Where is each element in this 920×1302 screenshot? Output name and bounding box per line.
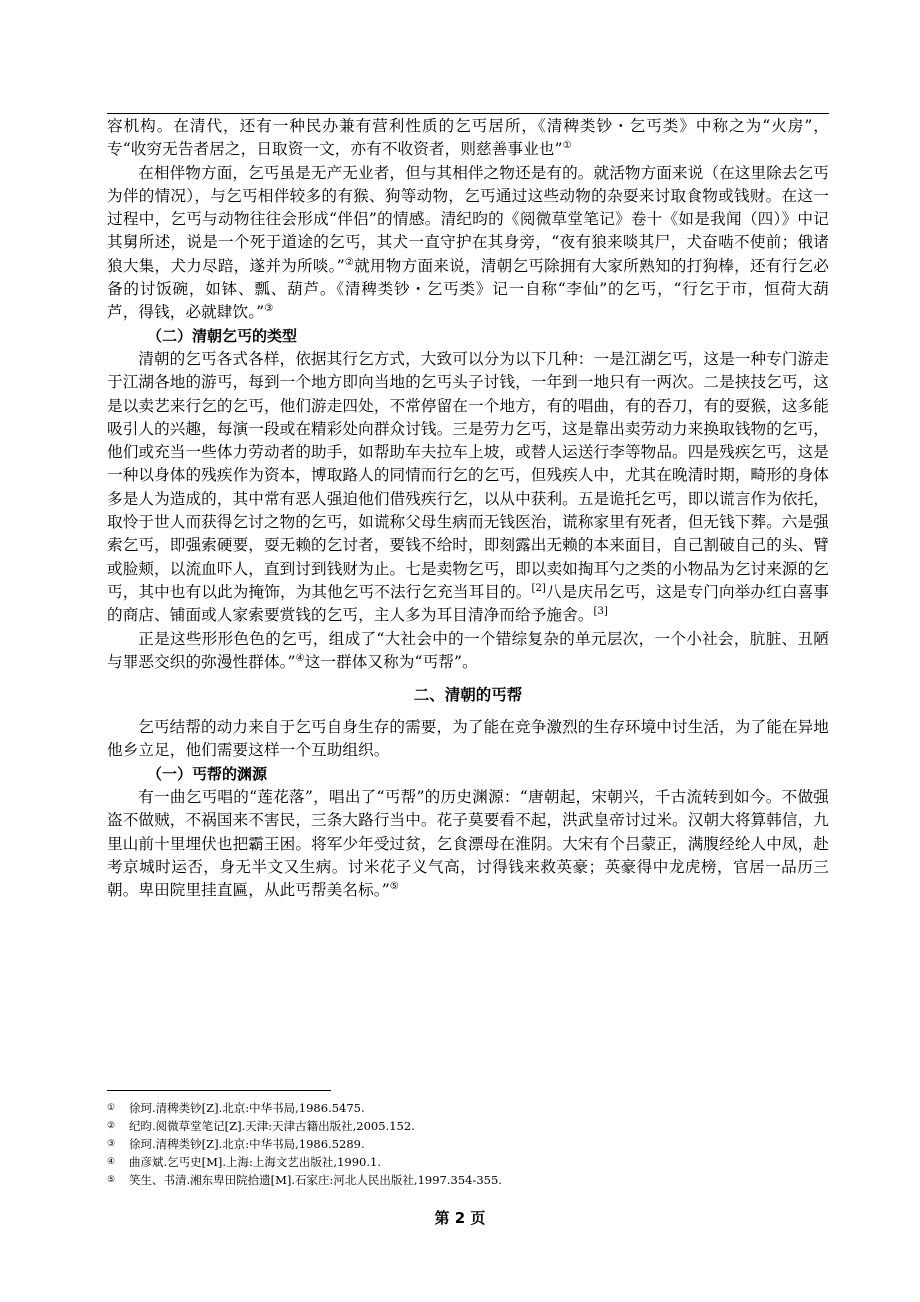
citation-ref[interactable]: [3]	[593, 606, 608, 618]
footnote-mark: ③	[107, 1139, 116, 1149]
paragraph-motive: 乞丐结帮的动力来自于乞丐自身生存的需要，为了能在竞争激烈的生存环境中讨生活，为了能在异地他乡立足，他们需要这样一个互助组织。	[107, 718, 829, 760]
paragraph-text: 正是这些形形色色的乞丐，组成了“大社会中的一个错综复杂的单元层次，一个小社会，肮脏、丑陋与罪恶交织的弥漫性群体。”	[107, 629, 829, 671]
paragraph-shelter	[107, 115, 829, 162]
paragraph-text-continued: 就用物方面来说，清朝乞丐除拥有大家所熟知的打狗棒，还有行乞必备的讨饭碗，如钵、瓢、葫芦。《清稗类钞・乞丐类》记一自称“李仙”的乞丐，“行乞于市，恒荷大葫芦，得钱，必就肆饮。”	[107, 256, 829, 322]
footnote-text: 曲彦斌.乞丐史[M].上海:上海文艺出版社,1990.1.	[129, 1155, 381, 1169]
paragraph-types	[107, 348, 829, 628]
paragraph-text: 有一曲乞丐唱的“莲花落”，唱出了“丐帮”的历史渊源：“唐朝起，宋朝兴，千古流转到如今。不做强盗不做贼，不祸国来不害民，三条大路行当中。花子莫要看不起，洪武皇帝讨过米。汉朝大将算韩信，九里山前十里埋伏也把霸王困。将军少年受过贫，乞食漂母在淮阴。大宋有个吕蒙正，满腹经纶人中凤，赴考京城时运否，身无半文又生病。讨米花子义气高，讨得钱来救英豪；英豪得中龙虎榜，官居一品历三朝。卑田院里挂直匾，从此丐帮美名标。”	[107, 788, 829, 900]
footnote-mark: ②	[107, 1121, 116, 1131]
citation-ref[interactable]: [2]	[531, 582, 546, 594]
header-rule	[107, 113, 829, 114]
subheading-types: （二）清朝乞丐的类型	[147, 326, 298, 345]
paragraph-text: 容机构。在清代，还有一种民办兼有营利性质的乞丐居所，《清稗类钞・乞丐类》中称之为“火房”，专“收穷无告者居之，日取资一文，亦有不收资者，则慈善事业也”	[107, 117, 829, 159]
paragraph-text-continued: 这一群体又称为“丐帮”。	[304, 652, 478, 671]
footnote-item	[107, 1117, 829, 1135]
paragraph-text-continued: 八是庆吊乞丐，这是专门向举办红白喜事的商店、铺面或人家索要赏钱的乞丐，主人多为耳目清净而给予施舍。	[107, 582, 829, 625]
footnote-ref[interactable]: ③	[264, 303, 274, 315]
body-text	[107, 115, 829, 903]
footnote-ref[interactable]: ①	[562, 140, 572, 152]
footnote-mark: ④	[107, 1157, 116, 1167]
paragraph-origin	[107, 786, 829, 902]
footnote-mark: ①	[107, 1103, 116, 1113]
paragraph-text: 在相伴物方面，乞丐虽是无产无业者，但与其相伴之物还是有的。就活物方面来说（在这里除去乞丐为伴的情况），与乞丐相伴较多的有猴、狗等动物，乞丐通过这些动物的杂耍来讨取食物或钱财。在这一过程中，乞丐与动物往往会形成“伴侣”的情感。清纪昀的《阅微草堂笔记》卷十《如是我闻（四）》中记其舅所述，说是一个死于道途的乞丐，其犬一直守护在其身旁，“夜有狼来啖其尸，犬奋啮不使前；俄诸狼大集，犬力尽踣，遂并为所啖。”	[107, 163, 829, 275]
subheading-origin: （一）丐帮的渊源	[147, 764, 268, 783]
footnote-item	[107, 1171, 829, 1189]
footnote-ref[interactable]: ⑤	[389, 881, 399, 893]
footnote-item	[107, 1153, 829, 1171]
footnote-text: 纪昀.阅微草堂笔记[Z].天津:天津古籍出版社,2005.152.	[129, 1119, 415, 1133]
footnote-separator	[107, 1090, 331, 1091]
page-number: 第 2 页	[434, 1209, 486, 1227]
paragraph-text: 清朝的乞丐各式各样，依据其行乞方式，大致可以分为以下几种：一是江湖乞丐，这是一种专门游走于江湖各地的游丐，每到一个地方即向当地的乞丐头子讨钱，一年到一地只有一两次。二是挟技乞丐，这是以卖艺来行乞的乞丐，他们游走四处，不常停留在一个地方，有的唱曲，有的吞刀，有的耍猴，这多能吸引人的兴趣，每演一段或在精彩处向群众讨钱。三是劳力乞丐，这是靠出卖劳动力来换取钱物的乞丐，他们或充当一些体力劳动者的助手，如帮助车夫拉车上坡，或替人运送行李等物品。四是残疾乞丐，这是一种以身体的残疾作为资本，博取路人的同情而行乞的乞丐，但残疾人中，尤其在晚清时期，畸形的身体多是人为造成的，其中常有恶人强迫他们借残疾行乞，以从中获利。五是诡托乞丐，即以谎言作为依托，取怜于世人而获得乞讨之物的乞丐，如谎称父母生病而无钱医治，谎称家里有死者，但无钱下葬。六是强索乞丐，即强索硬要，耍无赖的乞讨者，要钱不给时，即刻露出无赖的本来面目，自己割破自己的头、臂或脸颊，以流血吓人，直到讨到钱财为止。七是卖物乞丐，即以卖如掏耳勺之类的小物品为乞讨来源的乞丐，其中也有以此为掩饰，为其他乞丐不法行乞充当耳目的。	[107, 349, 829, 601]
footnote-ref[interactable]: ④	[295, 652, 305, 664]
footnotes	[107, 1099, 829, 1189]
footnote-item	[107, 1099, 829, 1117]
paragraph-group	[107, 628, 829, 675]
footnote-item	[107, 1135, 829, 1153]
section-heading: 二、清朝的丐帮	[413, 686, 523, 705]
footnote-mark: ⑤	[107, 1175, 116, 1185]
paragraph-companions	[107, 162, 829, 325]
footnote-ref[interactable]: ②	[344, 256, 355, 268]
footnote-text: 笑生、书清.湘东卑田院拾遗[M].石家庄:河北人民出版社,1997.354-355.	[129, 1173, 502, 1187]
footnote-text: 徐珂.清稗类钞[Z].北京:中华书局,1986.5289.	[129, 1137, 365, 1151]
footnote-text: 徐珂.清稗类钞[Z].北京:中华书局,1986.5475.	[129, 1101, 365, 1115]
